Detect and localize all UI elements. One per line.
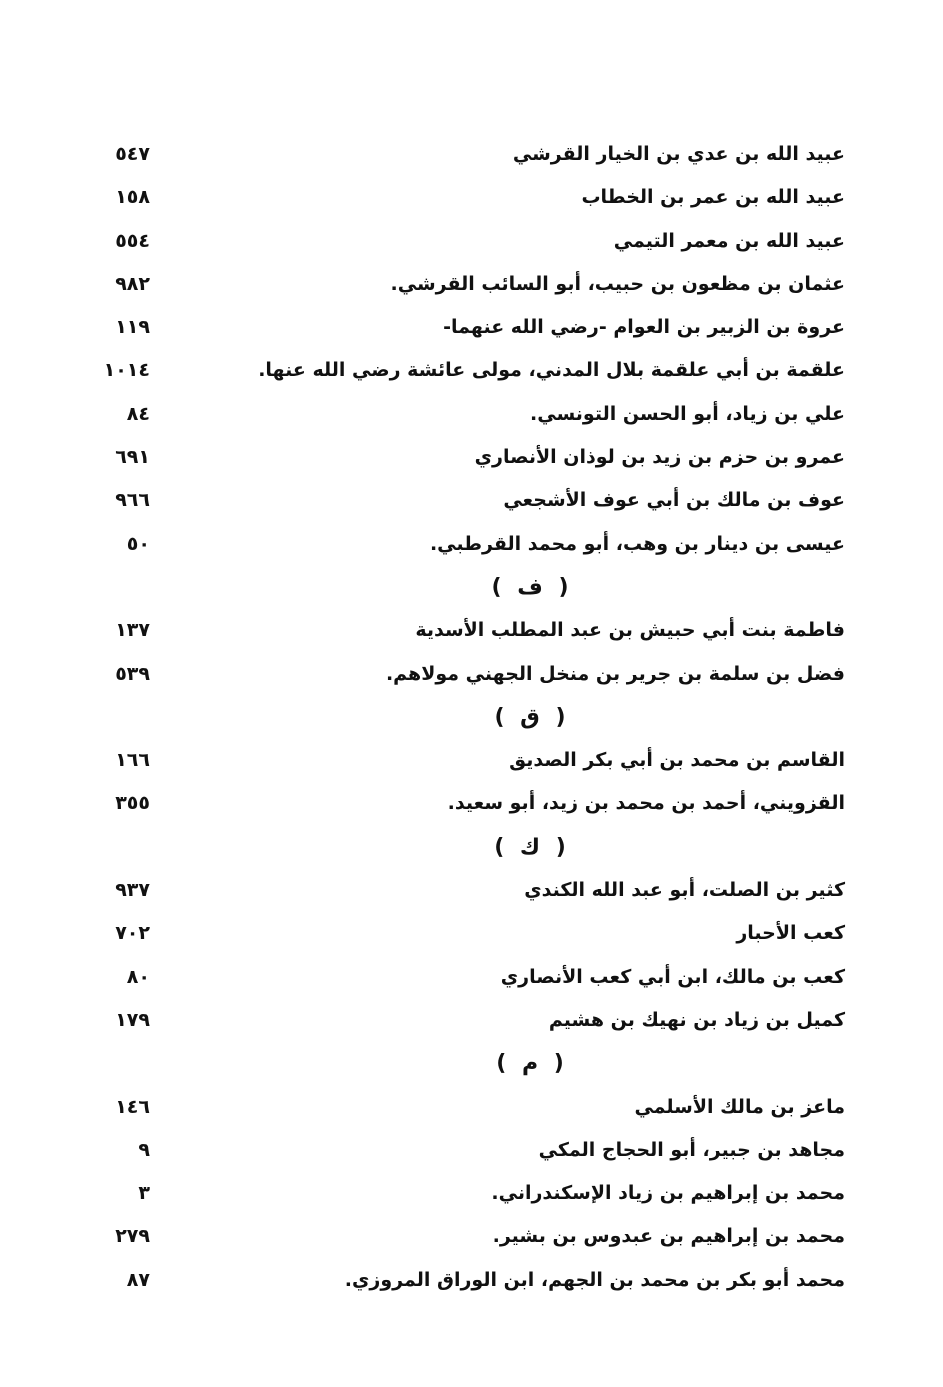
entry-name: عبيد الله بن عدي بن الخيار القرشي	[512, 143, 845, 165]
section-letter: ق	[520, 704, 540, 730]
section-heading-row	[90, 826, 845, 869]
section-letter: ك	[519, 834, 541, 860]
index-entry	[90, 349, 845, 392]
entry-page-number: ٥٤٧	[115, 143, 150, 165]
index-entry	[90, 999, 845, 1042]
entry-name: علقمة بن أبي علقمة بلال المدني، مولى عائشة رضي الله عنها.	[258, 359, 845, 382]
entry-page-number: ٣	[138, 1182, 150, 1205]
entry-name: كعب بن مالك، ابن أبي كعب الأنصاري	[500, 965, 845, 988]
entry-page-number: ١٤٦	[115, 1095, 150, 1118]
index-entry	[90, 436, 845, 479]
entry-page-number: ١٠١٤	[103, 359, 150, 382]
index-entry	[90, 393, 845, 436]
index-entry	[90, 956, 845, 999]
section-heading-row	[90, 696, 845, 739]
section-heading: ( م )	[90, 1042, 845, 1085]
entry-page-number: ٨٧	[126, 1268, 150, 1291]
entry-page-number: ١٧٩	[115, 1008, 150, 1031]
entry-page-number: ٦٩١	[115, 446, 150, 469]
entry-page-number: ٥٠	[126, 532, 150, 555]
index-entry	[90, 739, 845, 782]
entry-page-number: ٩٣٧	[115, 879, 150, 902]
entry-name: عروة بن الزبير بن العوام -رضي الله عنهما-	[443, 316, 845, 339]
index-entry	[90, 1129, 845, 1172]
entry-name: كثير بن الصلت، أبو عبد الله الكندي	[524, 879, 845, 902]
entry-page-number: ٧٠٢	[115, 922, 150, 945]
index-entry	[90, 220, 845, 263]
entry-name: فضل بن سلمة بن جرير بن منخل الجهني مولاهم.	[385, 662, 845, 685]
index-entry	[90, 523, 845, 566]
entry-name: فاطمة بنت أبي حبيش بن عبد المطلب الأسدية	[415, 619, 845, 642]
entry-name: عمرو بن حزم بن زيد بن لوذان الأنصاري	[474, 446, 845, 469]
name-index-list	[90, 133, 845, 1302]
section-letter: م	[521, 1051, 539, 1077]
index-entry	[90, 1086, 845, 1129]
section-heading-row	[90, 566, 845, 609]
index-entry	[90, 306, 845, 349]
index-entry	[90, 133, 845, 176]
entry-page-number: ١٥٨	[115, 186, 150, 209]
entry-name: عثمان بن مظعون بن حبيب، أبو السائب القرشي.	[390, 272, 845, 295]
entry-name: كميل بن زياد بن نهيك بن هشيم	[548, 1008, 845, 1031]
index-entry	[90, 263, 845, 306]
index-entry	[90, 1215, 845, 1258]
entry-name: كعب الأحبار	[736, 922, 845, 945]
entry-page-number: ٩٨٢	[115, 272, 150, 295]
entry-page-number: ٩٦٦	[115, 489, 150, 512]
index-entry	[90, 782, 845, 825]
entry-page-number: ٨٤	[126, 402, 150, 425]
entry-page-number: ١١٩	[115, 316, 150, 339]
section-heading: ( ف )	[90, 566, 845, 609]
entry-name: القاسم بن محمد بن أبي بكر الصديق	[509, 749, 845, 772]
entry-name: ماعز بن مالك الأسلمي	[634, 1095, 845, 1118]
section-heading: ( ك )	[90, 826, 845, 869]
entry-name: محمد بن إبراهيم بن زياد الإسكندراني.	[491, 1182, 845, 1205]
entry-name: عيسى بن دينار بن وهب، أبو محمد القرطبي.	[429, 532, 845, 555]
index-entry	[90, 176, 845, 219]
entry-name: عوف بن مالك بن أبي عوف الأشجعي	[503, 489, 845, 512]
entry-name: عبيد الله بن معمر التيمي	[613, 229, 845, 252]
entry-page-number: ٥٣٩	[115, 662, 150, 685]
entry-page-number: ١٣٧	[115, 619, 150, 642]
entry-name: عبيد الله بن عمر بن الخطاب	[581, 186, 845, 209]
section-letter: ف	[517, 574, 543, 600]
index-entry	[90, 479, 845, 522]
index-entry	[90, 869, 845, 912]
index-entry	[90, 912, 845, 955]
entry-name: محمد بن إبراهيم بن عبدوس بن بشير.	[492, 1225, 845, 1248]
entry-name: محمد أبو بكر بن محمد بن الجهم، ابن الوراق المروزي.	[344, 1268, 845, 1291]
entry-name: مجاهد بن جبير، أبو الحجاج المكي	[538, 1138, 845, 1161]
section-heading: ( ق )	[90, 696, 845, 739]
entry-page-number: ٨٠	[126, 965, 150, 988]
index-entry	[90, 1259, 845, 1302]
index-entry	[90, 609, 845, 652]
entry-page-number: ٣٥٥	[115, 792, 150, 815]
entry-page-number: ٢٧٩	[115, 1225, 150, 1248]
index-entry	[90, 653, 845, 696]
section-heading-row	[90, 1042, 845, 1085]
entry-page-number: ٩	[138, 1138, 150, 1161]
entry-page-number: ١٦٦	[115, 749, 150, 772]
entry-page-number: ٥٥٤	[115, 229, 150, 252]
entry-name: القزويني، أحمد بن محمد بن زيد، أبو سعيد.	[447, 792, 845, 815]
index-entry	[90, 1172, 845, 1215]
entry-name: علي بن زياد، أبو الحسن التونسي.	[530, 402, 845, 425]
